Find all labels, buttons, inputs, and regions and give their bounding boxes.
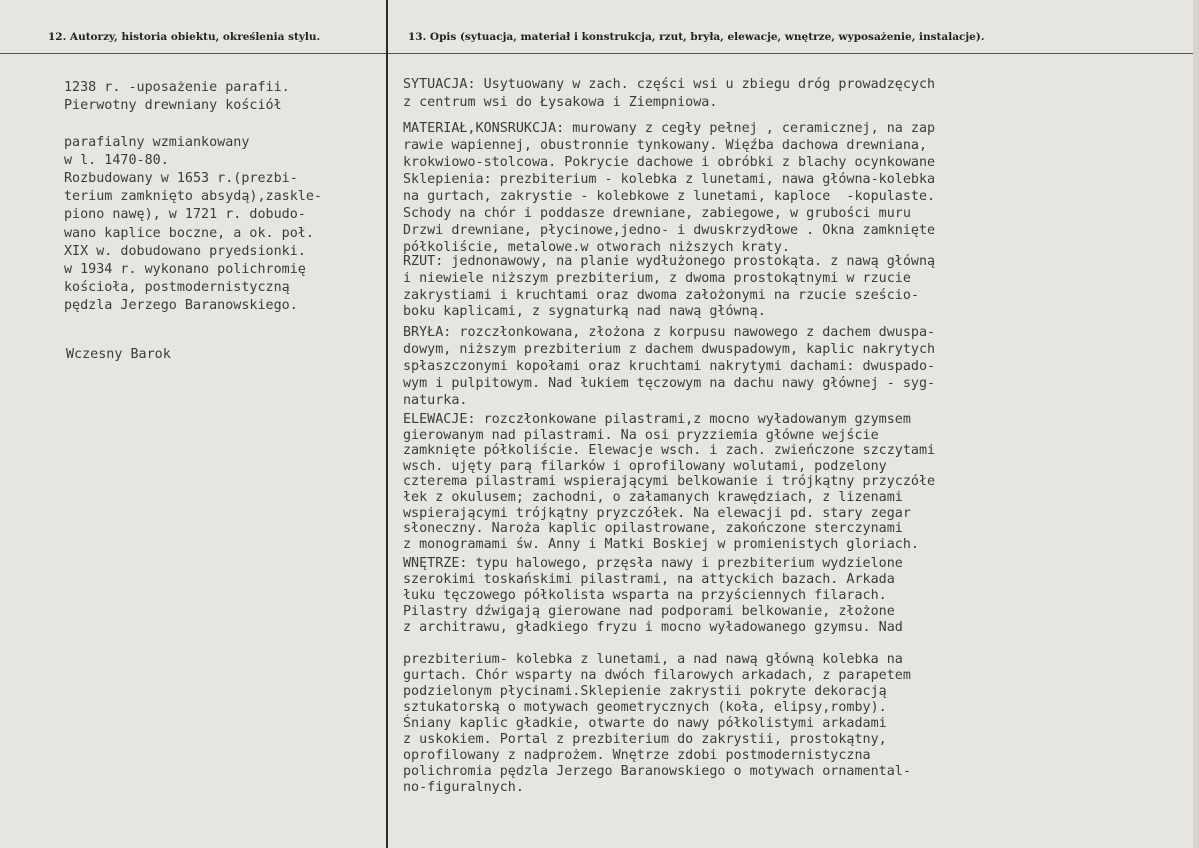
elevations-text: rozczłonkowane pilastrami,z mocno wyładowanym gzymsem gierowanym nad pilastrami. Na osi pryzziemia główne wejście zamknięte półkoliście. Elewacje wsch. i zach. zwieńczone szczytami wsch. ujęty parą filarków i oprofilowany wolutami, podzelony czterema pilastrami wspierającymi belkowanie i trójkątny przyczółe łek z okulusem; zachodni, o załamanych krawędziach, z lizenami wspierającymi trójkątny pryzczółek. Na elewacji pd. stary zegar słoneczny. Naroża kaplic opilastrowane, zakończone sterczynami z monogramami św. Anny i Matki Boskiej w promienistych gloriach. [403, 412, 936, 552]
left-column-header: 12. Autorzy, historia obiektu, określenia stylu. [48, 31, 321, 43]
body-label: BRYŁA: [403, 325, 452, 340]
section-situation [403, 76, 935, 111]
header-divider [0, 53, 1199, 54]
plan-text: jednonawowy, na planie wydłużonego prostokąta. z nawą główną i niewiele niższym prezbiterium, z dwoma prostokątnymi w rzucie zakrystiami i kruchtami oraz dwoma założonymi na rzucie sześcio- boku kaplicami, z sygnaturką nad nawą główną. [403, 254, 936, 320]
interior-label: WNĘTRZE: [403, 556, 468, 571]
style-text: Wczesny Barok [66, 347, 171, 362]
material-text: murowany z cegły pełnej , ceramicznej, na zap rawie wapiennej, obustronnie tynkowany. Więźba dachowa drewniana, krokwiowo-stolcowa. Pokrycie dachowe i obróbki z blachy ocynkowane Sklepienia: prezbiterium - kolebka z lunetami, nawa główna-kolebka na gurtach, zakrystie - kolebkowe z lunetami, kaploce -kopulaste. Schody na chór i poddasze drewniane, zabiegowe, w grubości muru Drzwi drewniane, płycinowe,jedno- i dwuskrzydłowe . Okna zamknięte półkoliście, metalowe.w otworach niższych kraty. [403, 121, 936, 255]
section-material [403, 120, 935, 256]
right-column-header: 13. Opis (sytuacja, materiał i konstrukcja, rzut, bryła, elewacje, wnętrze, wyposażenie, instalacje). [408, 31, 985, 43]
situation-text: Usytuowany w zach. części wsi u zbiegu dróg prowadzęcych z centrum wsi do Łysakowa i Ziempniowa. [403, 77, 936, 110]
section-body [403, 324, 935, 409]
section-plan [403, 254, 935, 321]
situation-label: SYTUACJA: [403, 77, 476, 92]
card-edge [1193, 0, 1199, 848]
column-divider [386, 0, 388, 848]
material-label: MATERIAŁ,KONSRUKCJA: [403, 121, 565, 136]
interior-text: typu halowego, przęsła nawy i prezbiterium wydzielone szerokimi toskańskimi pilastrami, na attyckich bazach. Arkada łuku tęczowego półkolista wsparta na przyściennych filarach. Pilastry dźwigają gierowane nad podporami belkowanie, złożone z architrawu, gładkiego fryzu i mocno wyładowanego gzymsu. Nad prezbiterium- kolebka z lunetami, a nad nawą główną kolebka na gurtach. Chór wsparty na dwóch filarowych arkadach, z parapetem podzielonym płycinami.Sklepienie zakrystii pokryte dekoracją sztukatorską o motywach geometrycznych (koła, elipsy,romby). Śniany kaplic gładkie, otwarte do nawy półkolistymi arkadami z uskokiem. Portal z prezbiterium do zakrystii, prostokątny, oprofilowany z nadprożem. Wnętrze zdobi postmodernistyczna polichromia pędzla Jerzego Baranowskiego o motywach ornamental- no-figuralnych. [403, 556, 911, 795]
plan-label: RZUT: [403, 254, 444, 269]
history-text: 1238 r. -uposażenie parafii. Pierwotny drewniany kościół parafialny wzmiankowany w l. 1470-80. Rozbudowany w 1653 r.(prezbi- terium zamknięto absydą),zaskle- piono nawę), w 1721 r. dobudo- wano kaplice boczne, a ok. poł. XIX w. dobudowano pryedsionki. w 1934 r. wykonano polichromię kościoła, postmodernistyczną pędzla Jerzego Baranowskiego. [64, 80, 322, 314]
elevations-label: ELEWACJE: [403, 412, 476, 427]
section-elevations [403, 412, 935, 552]
section-interior [403, 556, 911, 796]
body-text: rozczłonkowana, złożona z korpusu nawowego z dachem dwuspa- dowym, niższym prezbiterium z dachem dwuspadowym, kaplic nakrytych spłaszczonymi kopołami oraz kruchtami nakrytymi dachami: dwuspado- wym i pulpitowym. Nad łukiem tęczowym na dachu nawy głównej - syg- naturka. [403, 325, 936, 408]
